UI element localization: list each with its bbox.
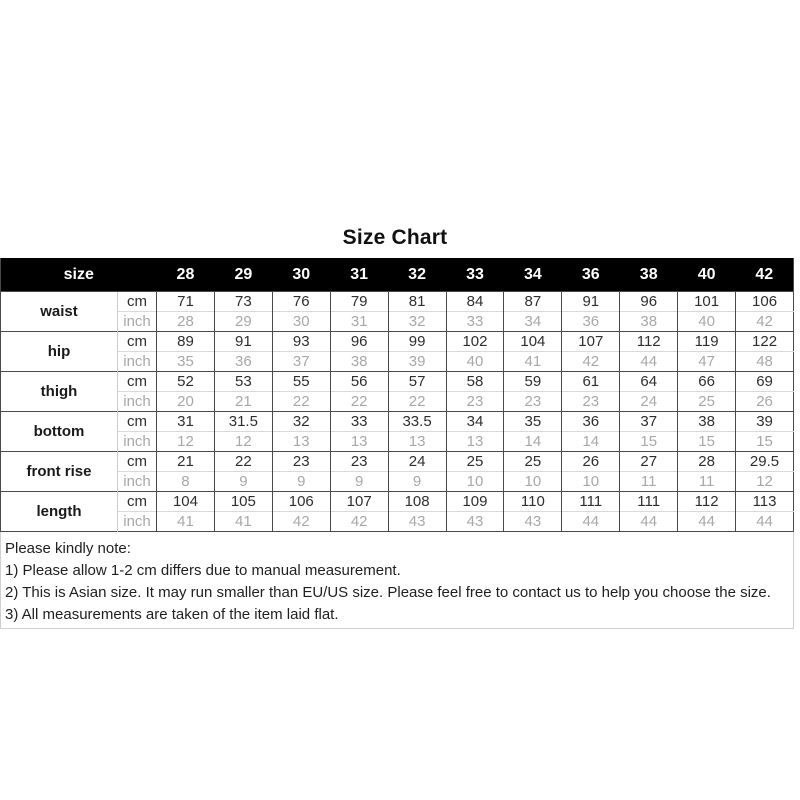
inch-value-cell: 43: [446, 512, 504, 532]
cm-value-cell: 64: [620, 372, 678, 392]
cm-value-cell: 106: [736, 292, 794, 312]
inch-value-cell: 13: [272, 432, 330, 452]
inch-value-cell: 41: [157, 512, 215, 532]
unit-cm-cell: cm: [118, 452, 157, 472]
cm-value-cell: 76: [272, 292, 330, 312]
cm-value-cell: 31: [157, 412, 215, 432]
cm-value-cell: 25: [446, 452, 504, 472]
inch-value-cell: 42: [330, 512, 388, 532]
unit-inch-cell: inch: [118, 352, 157, 372]
measure-inch-row: [1, 432, 794, 452]
cm-value-cell: 33.5: [388, 412, 446, 432]
cm-value-cell: 71: [157, 292, 215, 312]
inch-value-cell: 40: [678, 312, 736, 332]
inch-value-cell: 38: [620, 312, 678, 332]
notes-section: [0, 532, 794, 629]
page-title: Size Chart: [342, 226, 448, 249]
cm-value-cell: 35: [504, 412, 562, 432]
measure-cm-row: [1, 332, 794, 352]
inch-value-cell: 12: [157, 432, 215, 452]
inch-value-cell: 41: [504, 352, 562, 372]
measure-cm-row: [1, 372, 794, 392]
cm-value-cell: 66: [678, 372, 736, 392]
cm-value-cell: 109: [446, 492, 504, 512]
cm-value-cell: 53: [214, 372, 272, 392]
size-col-header: 38: [620, 258, 678, 292]
inch-value-cell: 15: [620, 432, 678, 452]
size-chart-table: [0, 258, 794, 532]
measure-inch-row: [1, 392, 794, 412]
measure-cm-row: [1, 412, 794, 432]
cm-value-cell: 84: [446, 292, 504, 312]
cm-value-cell: 28: [678, 452, 736, 472]
measure-label: thigh: [1, 372, 118, 412]
measure-cm-row: [1, 452, 794, 472]
measure-inch-row: [1, 352, 794, 372]
cm-value-cell: 25: [504, 452, 562, 472]
cm-value-cell: 27: [620, 452, 678, 472]
inch-value-cell: 21: [214, 392, 272, 412]
inch-value-cell: 32: [388, 312, 446, 332]
cm-value-cell: 96: [620, 292, 678, 312]
cm-value-cell: 61: [562, 372, 620, 392]
cm-value-cell: 110: [504, 492, 562, 512]
cm-value-cell: 73: [214, 292, 272, 312]
size-col-header: 29: [214, 258, 272, 292]
inch-value-cell: 15: [678, 432, 736, 452]
size-col-header: 28: [157, 258, 215, 292]
inch-value-cell: 28: [157, 312, 215, 332]
cm-value-cell: 37: [620, 412, 678, 432]
cm-value-cell: 87: [504, 292, 562, 312]
unit-cm-cell: cm: [118, 492, 157, 512]
inch-value-cell: 35: [157, 352, 215, 372]
inch-value-cell: 11: [620, 472, 678, 492]
size-col-header: 34: [504, 258, 562, 292]
cm-value-cell: 57: [388, 372, 446, 392]
cm-value-cell: 55: [272, 372, 330, 392]
measure-label: hip: [1, 332, 118, 372]
cm-value-cell: 108: [388, 492, 446, 512]
inch-value-cell: 39: [388, 352, 446, 372]
inch-value-cell: 43: [504, 512, 562, 532]
note-line-2: 2) This is Asian size. It may run smaller than EU/US size. Please feel free to contact us to help you choose the size.: [5, 584, 771, 601]
size-col-header: 30: [272, 258, 330, 292]
note-line-3: 3) All measurements are taken of the item laid flat.: [5, 606, 339, 623]
inch-value-cell: 47: [678, 352, 736, 372]
cm-value-cell: 102: [446, 332, 504, 352]
cm-value-cell: 36: [562, 412, 620, 432]
measure-cm-row: [1, 292, 794, 312]
inch-value-cell: 9: [272, 472, 330, 492]
cm-value-cell: 52: [157, 372, 215, 392]
inch-value-cell: 23: [446, 392, 504, 412]
inch-value-cell: 9: [330, 472, 388, 492]
inch-value-cell: 11: [678, 472, 736, 492]
size-col-header: 42: [736, 258, 794, 292]
cm-value-cell: 104: [157, 492, 215, 512]
measure-label: waist: [1, 292, 118, 332]
inch-value-cell: 15: [736, 432, 794, 452]
cm-value-cell: 59: [504, 372, 562, 392]
inch-value-cell: 36: [214, 352, 272, 372]
notes-heading: Please kindly note:: [5, 540, 131, 557]
inch-value-cell: 42: [736, 312, 794, 332]
cm-value-cell: 29.5: [736, 452, 794, 472]
cm-value-cell: 122: [736, 332, 794, 352]
cm-value-cell: 22: [214, 452, 272, 472]
measure-inch-row: [1, 312, 794, 332]
cm-value-cell: 24: [388, 452, 446, 472]
cm-value-cell: 89: [157, 332, 215, 352]
measure-inch-row: [1, 512, 794, 532]
size-col-header: 33: [446, 258, 504, 292]
inch-value-cell: 36: [562, 312, 620, 332]
inch-value-cell: 23: [562, 392, 620, 412]
size-col-header: 36: [562, 258, 620, 292]
inch-value-cell: 44: [678, 512, 736, 532]
cm-value-cell: 113: [736, 492, 794, 512]
cm-value-cell: 39: [736, 412, 794, 432]
cm-value-cell: 96: [330, 332, 388, 352]
inch-value-cell: 30: [272, 312, 330, 332]
inch-value-cell: 9: [214, 472, 272, 492]
inch-value-cell: 9: [388, 472, 446, 492]
measure-inch-row: [1, 472, 794, 492]
cm-value-cell: 111: [620, 492, 678, 512]
inch-value-cell: 40: [446, 352, 504, 372]
cm-value-cell: 101: [678, 292, 736, 312]
measure-label: length: [1, 492, 118, 532]
unit-inch-cell: inch: [118, 392, 157, 412]
unit-cm-cell: cm: [118, 412, 157, 432]
inch-value-cell: 14: [562, 432, 620, 452]
cm-value-cell: 93: [272, 332, 330, 352]
inch-value-cell: 33: [446, 312, 504, 332]
inch-value-cell: 24: [620, 392, 678, 412]
cm-value-cell: 32: [272, 412, 330, 432]
inch-value-cell: 12: [214, 432, 272, 452]
inch-value-cell: 42: [272, 512, 330, 532]
unit-inch-cell: inch: [118, 472, 157, 492]
inch-value-cell: 8: [157, 472, 215, 492]
cm-value-cell: 91: [214, 332, 272, 352]
inch-value-cell: 43: [388, 512, 446, 532]
inch-value-cell: 12: [736, 472, 794, 492]
cm-value-cell: 38: [678, 412, 736, 432]
inch-value-cell: 20: [157, 392, 215, 412]
measure-label: front rise: [1, 452, 118, 492]
cm-value-cell: 56: [330, 372, 388, 392]
cm-value-cell: 26: [562, 452, 620, 472]
inch-value-cell: 13: [388, 432, 446, 452]
cm-value-cell: 23: [272, 452, 330, 472]
size-header-row: [1, 258, 794, 292]
inch-value-cell: 22: [388, 392, 446, 412]
inch-value-cell: 10: [446, 472, 504, 492]
unit-cm-cell: cm: [118, 292, 157, 312]
cm-value-cell: 81: [388, 292, 446, 312]
cm-value-cell: 91: [562, 292, 620, 312]
chart-area: [0, 258, 794, 629]
inch-value-cell: 34: [504, 312, 562, 332]
inch-value-cell: 29: [214, 312, 272, 332]
cm-value-cell: 23: [330, 452, 388, 472]
size-col-header: 31: [330, 258, 388, 292]
inch-value-cell: 44: [736, 512, 794, 532]
inch-value-cell: 13: [446, 432, 504, 452]
cm-value-cell: 21: [157, 452, 215, 472]
inch-value-cell: 13: [330, 432, 388, 452]
size-col-header: 32: [388, 258, 446, 292]
inch-value-cell: 23: [504, 392, 562, 412]
size-chart-body: [1, 292, 794, 532]
inch-value-cell: 22: [330, 392, 388, 412]
size-header-label: size: [1, 258, 157, 292]
inch-value-cell: 22: [272, 392, 330, 412]
cm-value-cell: 104: [504, 332, 562, 352]
inch-value-cell: 42: [562, 352, 620, 372]
measure-label: bottom: [1, 412, 118, 452]
cm-value-cell: 99: [388, 332, 446, 352]
inch-value-cell: 14: [504, 432, 562, 452]
inch-value-cell: 10: [562, 472, 620, 492]
unit-cm-cell: cm: [118, 332, 157, 352]
inch-value-cell: 38: [330, 352, 388, 372]
cm-value-cell: 33: [330, 412, 388, 432]
cm-value-cell: 119: [678, 332, 736, 352]
inch-value-cell: 41: [214, 512, 272, 532]
cm-value-cell: 105: [214, 492, 272, 512]
cm-value-cell: 31.5: [214, 412, 272, 432]
inch-value-cell: 31: [330, 312, 388, 332]
inch-value-cell: 44: [620, 512, 678, 532]
inch-value-cell: 26: [736, 392, 794, 412]
cm-value-cell: 107: [330, 492, 388, 512]
unit-inch-cell: inch: [118, 512, 157, 532]
inch-value-cell: 48: [736, 352, 794, 372]
cm-value-cell: 106: [272, 492, 330, 512]
cm-value-cell: 69: [736, 372, 794, 392]
cm-value-cell: 58: [446, 372, 504, 392]
cm-value-cell: 111: [562, 492, 620, 512]
cm-value-cell: 112: [678, 492, 736, 512]
unit-inch-cell: inch: [118, 312, 157, 332]
note-line-1: 1) Please allow 1-2 cm differs due to manual measurement.: [5, 562, 401, 579]
unit-cm-cell: cm: [118, 372, 157, 392]
cm-value-cell: 79: [330, 292, 388, 312]
unit-inch-cell: inch: [118, 432, 157, 452]
inch-value-cell: 25: [678, 392, 736, 412]
inch-value-cell: 37: [272, 352, 330, 372]
measure-cm-row: [1, 492, 794, 512]
size-col-header: 40: [678, 258, 736, 292]
cm-value-cell: 34: [446, 412, 504, 432]
cm-value-cell: 112: [620, 332, 678, 352]
inch-value-cell: 44: [562, 512, 620, 532]
inch-value-cell: 44: [620, 352, 678, 372]
inch-value-cell: 10: [504, 472, 562, 492]
cm-value-cell: 107: [562, 332, 620, 352]
